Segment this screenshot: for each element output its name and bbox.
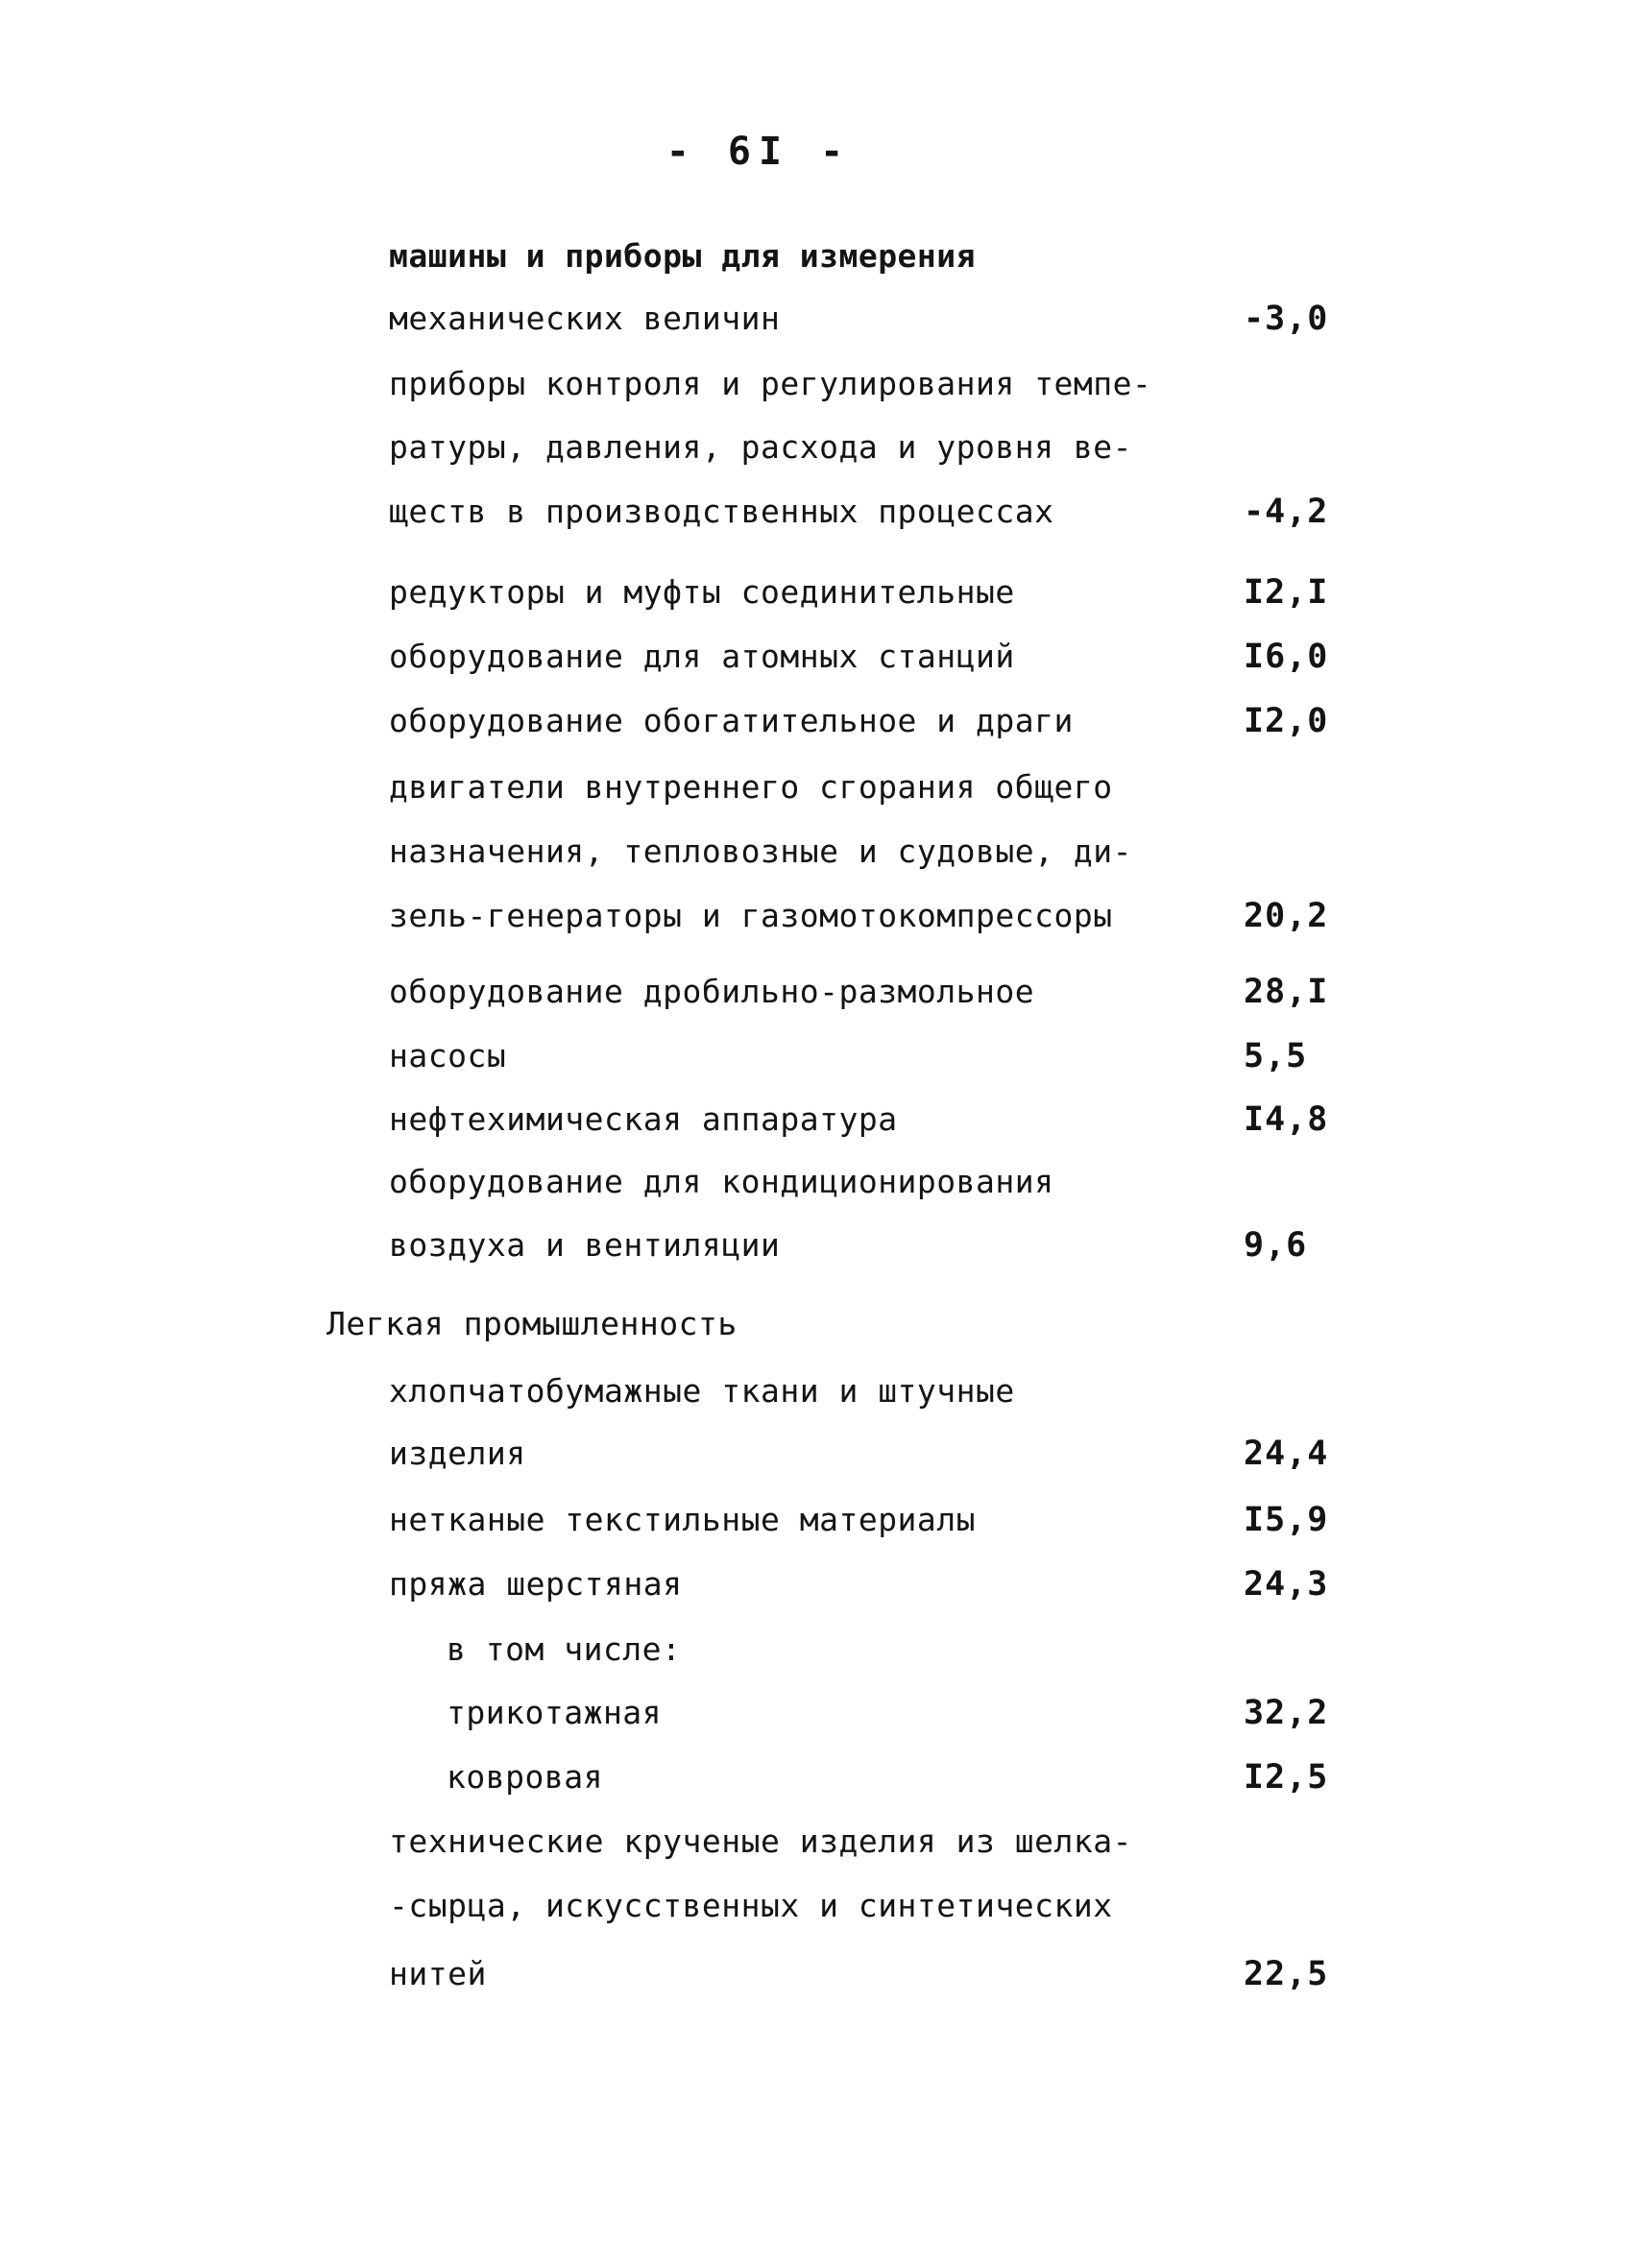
row-value: 9,6 xyxy=(1244,1226,1308,1265)
row-text: технические крученые изделия из шелка- xyxy=(389,1822,1132,1860)
row-text: воздуха и вентиляции xyxy=(389,1226,781,1264)
page-number: - 6I - xyxy=(665,130,852,174)
row-text: изделия xyxy=(389,1435,526,1472)
row-text: -сырца, искусственных и синтетических xyxy=(389,1887,1113,1924)
row-text: приборы контроля и регулирования темпе- xyxy=(389,365,1152,402)
row-value: I2,0 xyxy=(1244,702,1329,740)
row-text: ковровая xyxy=(447,1758,603,1796)
row-text: хлопчатобумажные ткани и штучные xyxy=(389,1372,1015,1410)
row-text: редукторы и муфты соединительные xyxy=(389,573,1015,611)
row-text: ратуры, давления, расхода и уровня ве- xyxy=(389,428,1132,466)
row-text: двигатели внутреннего сгорания общего xyxy=(389,768,1113,806)
row-text: оборудование для атомных станций xyxy=(389,638,1015,675)
row-text: пряжа шерстяная xyxy=(389,1565,683,1603)
row-text: нитей xyxy=(389,1955,487,1992)
row-value: 22,5 xyxy=(1244,1955,1329,1993)
row-value: 24,4 xyxy=(1244,1435,1329,1473)
row-value: -3,0 xyxy=(1244,300,1329,338)
row-text: зель-генераторы и газомотокомпрессоры xyxy=(389,897,1113,934)
row-text: ществ в производственных процессах xyxy=(389,493,1054,530)
row-text: нетканые текстильные материалы xyxy=(389,1501,977,1538)
row-value: -4,2 xyxy=(1244,493,1329,531)
row-text: машины и приборы для измерения xyxy=(389,237,977,275)
row-value: 5,5 xyxy=(1244,1037,1308,1075)
section-heading: Легкая промышленность xyxy=(327,1305,738,1342)
row-value: 32,2 xyxy=(1244,1694,1329,1732)
row-value: I2,I xyxy=(1244,573,1329,612)
row-text: оборудование дробильно-размольное xyxy=(389,973,1035,1010)
row-text: нефтехимическая аппаратура xyxy=(389,1100,898,1138)
row-text: оборудование обогатительное и драги xyxy=(389,702,1074,739)
row-value: I6,0 xyxy=(1244,638,1329,676)
row-text: оборудование для кондиционирования xyxy=(389,1163,1054,1200)
row-value: 24,3 xyxy=(1244,1565,1329,1604)
row-value: I2,5 xyxy=(1244,1758,1329,1797)
row-value: 20,2 xyxy=(1244,897,1329,935)
row-text: трикотажная xyxy=(447,1694,663,1731)
row-value: I5,9 xyxy=(1244,1501,1329,1539)
row-text: в том числе: xyxy=(447,1630,682,1668)
row-value: I4,8 xyxy=(1244,1100,1329,1139)
row-text: назначения, тепловозные и судовые, ди- xyxy=(389,832,1132,870)
row-text: насосы xyxy=(389,1037,507,1074)
row-text: механических величин xyxy=(389,300,781,337)
row-value: 28,I xyxy=(1244,973,1329,1011)
